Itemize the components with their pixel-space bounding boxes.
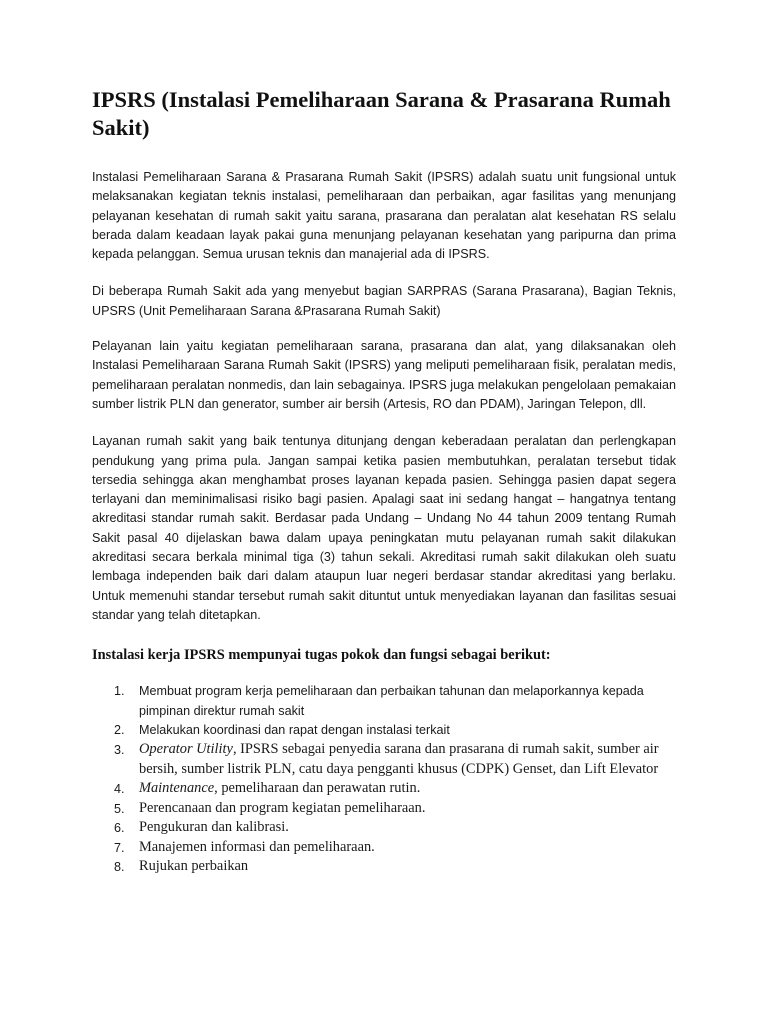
list-item [92,818,676,838]
list-item [92,682,676,721]
document-title: IPSRS (Instalasi Pemeliharaan Sarana & Prasarana Rumah Sakit) [92,87,671,140]
list-item [92,838,676,858]
list-item [92,779,676,799]
paragraph-2: Di beberapa Rumah Sakit ada yang menyebut bagian SARPRAS (Sarana Prasarana), Bagian Teknis, UPSRS (Unit Pemeliharaan Sarana &Prasarana Rumah Sakit) [92,284,676,318]
list-number: 4. [114,782,125,797]
list-text: , pemeliharaan dan perawatan rutin. [214,780,421,797]
list-text: Manajemen informasi dan pemeliharaan. [139,838,375,855]
list-number: 2. [114,722,125,737]
paragraph-1: Instalasi Pemeliharaan Sarana & Prasarana Rumah Sakit (IPSRS) adalah suatu unit fungsional untuk melaksanakan kegiatan teknis instalasi, pemeliharaan dan perbaikan, agar fasilitas yang menunjang pelayanan kesehatan di rumah sakit yaitu sarana, prasarana dan peralatan alat kesehatan RS selalu berada dalam keadaan layak pakai guna menunjang pelayanan kesehatan yang paripurna dan prima kepada pelanggan. Semua urusan teknis dan manajerial ada di IPSRS. [92,170,676,262]
list-italic-term: Maintenance [139,780,215,797]
list-text: Melakukan koordinasi dan rapat dengan instalasi terkait [139,722,450,737]
list-text: Perencanaan dan program kegiatan pemeliharaan. [139,799,426,816]
document-page [92,86,676,877]
paragraph-4: Layanan rumah sakit yang baik tentunya ditunjang dengan keberadaan peralatan dan perlengkapan pendukung yang prima pula. Jangan sampai ketika pasien membutuhkan, peralatan tersebut tidak tersedia sehingga akan menghambat proses layanan kepada pasien. Sehingga pasien dapat segera terlayani dan meminimalisasi risiko bagi pasien. Apalagi saat ini sedang hangat – hangatnya tentang akreditasi standar rumah sakit. Berdasar pada Undang – Undang No 44 tahun 2009 tentang Rumah Sakit pasal 40 dijelaskan bawa dalam upaya peningkatan mutu pelayanan rumah sakit dilakukan akreditasi secara berkala minimal tiga (3) tahun sekali. Akreditasi rumah sakit dilakukan oleh suatu lembaga independen baik dari dalam ataupun luar negeri berdasar standar akreditasi yang berlaku. Untuk memenuhi standar tersebut rumah sakit dituntut untuk menyediakan layanan dan fasilitas sesuai standar yang telah ditetapkan. [92,434,676,622]
list-number: 8. [114,860,125,875]
list-number: 6. [114,821,125,836]
list-item [92,721,676,740]
list-item [92,740,676,779]
list-number: 1. [114,684,125,699]
list-item [92,799,676,819]
list-text: Membuat program kerja pemeliharaan dan perbaikan tahunan dan melaporkannya kepada pimpinan direktur rumah sakit [139,684,644,718]
list-number: 7. [114,840,125,855]
section-subheading: Instalasi kerja IPSRS mempunyai tugas pokok dan fungsi sebagai berikut: [92,647,551,664]
paragraph-3: Pelayanan lain yaitu kegiatan pemeliharaan sarana, prasarana dan alat, yang dilaksanakan oleh Instalasi Pemeliharaan Sarana Rumah Sakit (IPSRS) yang meliputi pemeliharaan fisik, peralatan medis, pemeliharaan peralatan nonmedis, dan lain sebagainya. IPSRS juga melakukan pengelolaan pemakaian sumber listrik PLN dan generator, sumber air bersih (Artesis, RO dan PDAM), Jaringan Telepon, dll. [92,339,676,411]
list-number: 5. [114,801,125,816]
task-list [92,682,676,876]
list-italic-term: Operator Utility [139,741,233,758]
list-text: , IPSRS sebagai penyedia sarana dan prasarana di rumah sakit, sumber air bersih, sumber listrik PLN, catu daya pengganti khusus (CDPK) Genset, dan Lift Elevator [139,741,659,777]
list-text: Pengukuran dan kalibrasi. [139,819,289,836]
list-number: 3. [114,743,125,758]
list-text: Rujukan perbaikan [139,858,249,875]
list-item [92,857,676,877]
